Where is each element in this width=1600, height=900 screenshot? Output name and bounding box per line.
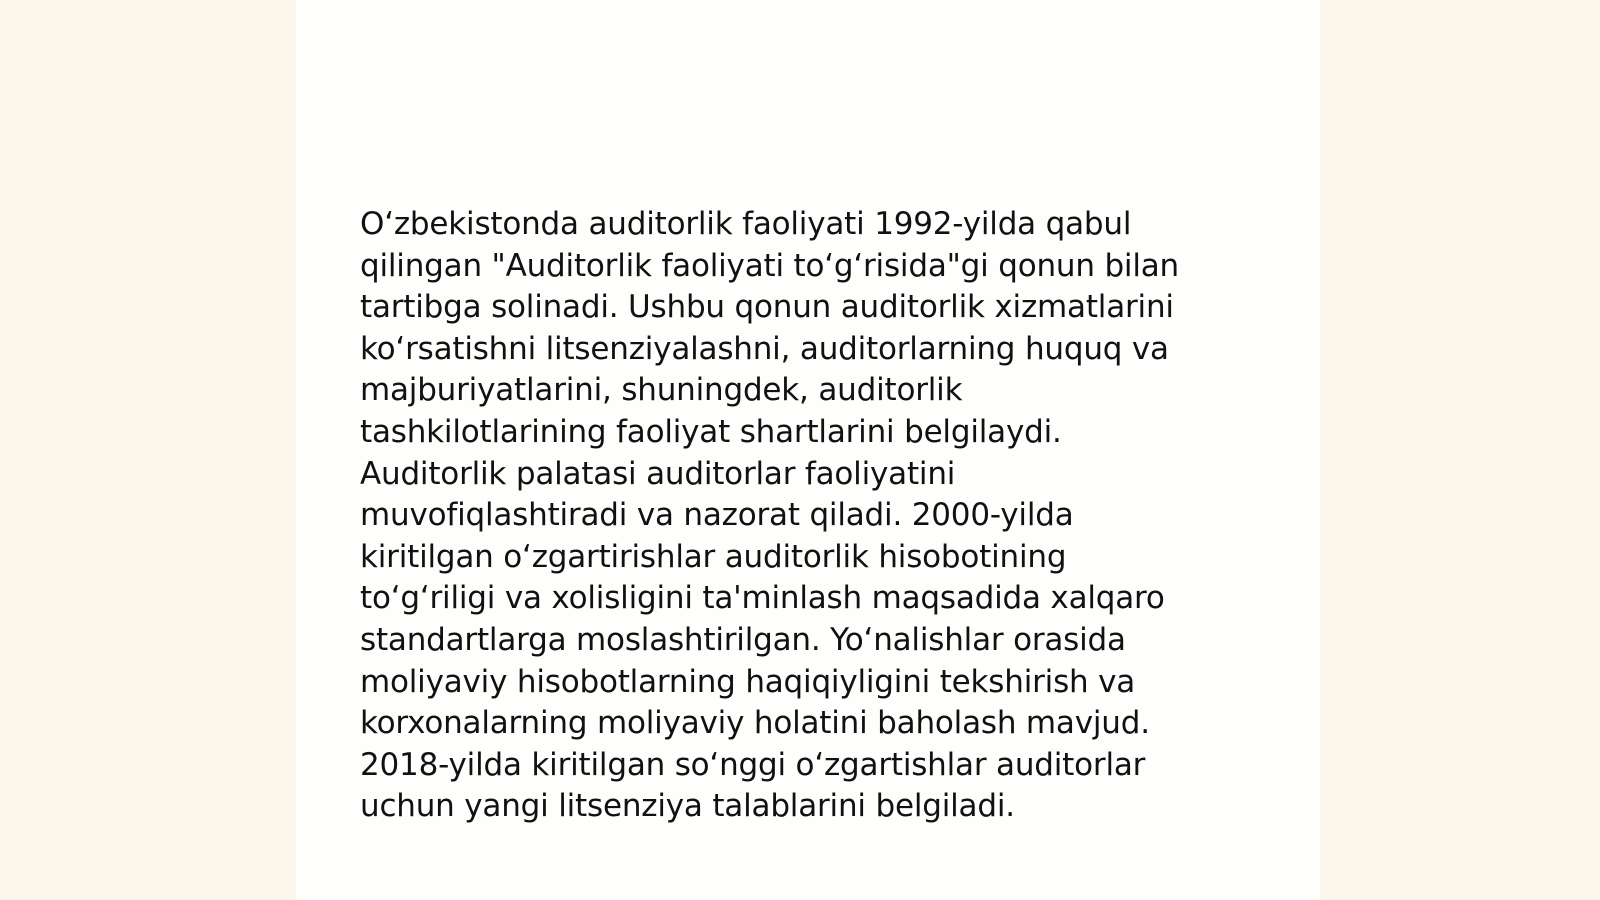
paragraph-line: kiritilgan o‘zgartirishlar auditorlik hisobotining (360, 538, 1067, 575)
paragraph-line: muvofiqlashtiradi va nazorat qiladi. 2000-yilda (360, 497, 1074, 534)
paragraph-line: korxonalarning moliyaviy holatini baholash mavjud. (360, 705, 1150, 742)
paragraph-line: ko‘rsatishni litsenziyalashni, auditorlarning huquq va (360, 330, 1169, 367)
paragraph-line: tashkilotlarining faoliyat shartlarini belgilaydi. (360, 413, 1062, 450)
paragraph-line: tartibga solinadi. Ushbu qonun auditorlik xizmatlarini (360, 289, 1174, 326)
paragraph-line: O‘zbekistonda auditorlik faoliyati 1992-yilda qabul (360, 206, 1132, 242)
paragraph-line: qilingan "Auditorlik faoliyati to‘g‘risida"gi qonun bilan (360, 247, 1180, 284)
paragraph-line: 2018-yilda kiritilgan so‘nggi o‘zgartishlar auditorlar (360, 746, 1146, 783)
paragraph-line: standartlarga moslashtirilgan. Yo‘nalishlar orasida (360, 621, 1126, 658)
body-paragraph (360, 204, 1260, 828)
paragraph-line: uchun yangi litsenziya talablarini belgiladi. (360, 788, 1015, 825)
paragraph-line: Auditorlik palatasi auditorlar faoliyatini (360, 455, 956, 492)
paragraph-line: to‘g‘riligi va xolisligini ta'minlash maqsadida xalqaro (360, 580, 1165, 617)
paragraph-line: moliyaviy hisobotlarning haqiqiyligini tekshirish va (360, 663, 1136, 700)
document-page (296, 0, 1320, 900)
paragraph-line: majburiyatlarini, shuningdek, auditorlik (360, 372, 963, 409)
